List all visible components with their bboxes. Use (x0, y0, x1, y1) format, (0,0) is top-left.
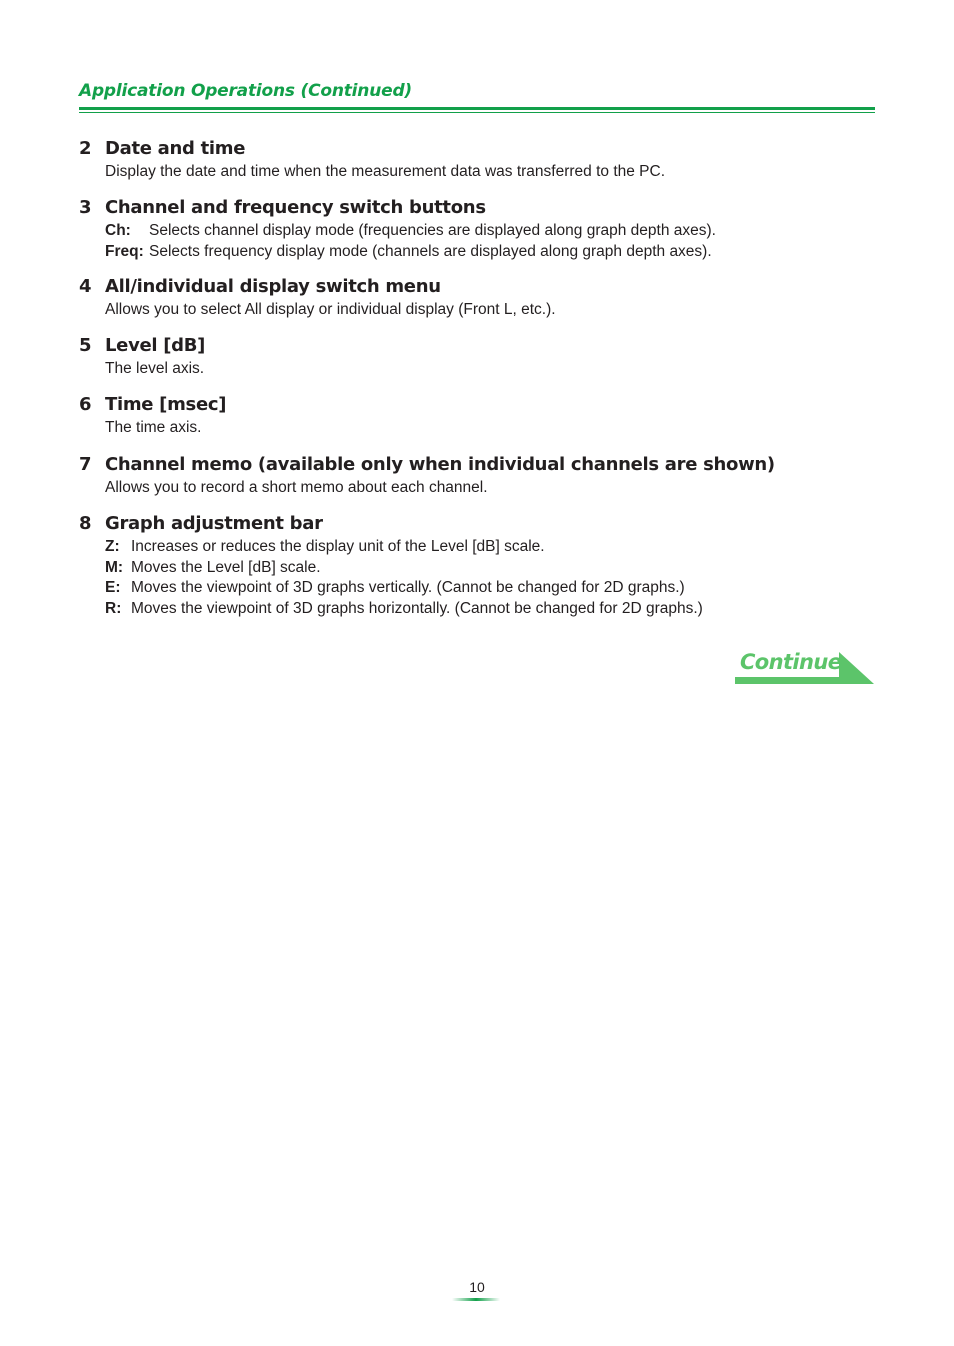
term-row-freq (105, 242, 879, 263)
section-number: 6 (79, 394, 92, 415)
term-label: Z: (105, 538, 120, 555)
section-description: Display the date and time when the measurement data was transferred to the PC. (105, 163, 666, 180)
section-number: 8 (79, 513, 92, 534)
term-text: Increases or reduces the display unit of the Level [dB] scale. (131, 538, 545, 555)
section-description: Allows you to record a short memo about each channel. (105, 479, 488, 496)
header-rule-thin (79, 112, 875, 113)
section-title: Time [msec] (105, 394, 227, 415)
term-text: Selects channel display mode (frequencies are displayed along graph depth axes). (149, 222, 716, 239)
term-label: Freq: (105, 242, 144, 260)
term-text: Moves the viewpoint of 3D graphs horizontally. (Cannot be changed for 2D graphs.) (131, 599, 703, 617)
section-title: Date and time (105, 138, 246, 159)
term-row-r (105, 599, 879, 620)
section-heading (79, 335, 879, 359)
term-label: E: (105, 579, 121, 596)
section-title: Level [dB] (105, 335, 206, 356)
term-label: R: (105, 599, 122, 617)
page-header-title: Application Operations (Continued) (79, 81, 412, 101)
term-text: Moves the viewpoint of 3D graphs vertically. (Cannot be changed for 2D graphs.) (131, 579, 685, 596)
section-description: The time axis. (105, 419, 202, 436)
section-heading (79, 276, 879, 300)
section-heading (79, 394, 879, 418)
section-title: Channel memo (available only when individual channels are shown) (105, 454, 775, 475)
term-text: Moves the Level [dB] scale. (131, 558, 321, 576)
term-row-ch (105, 221, 879, 242)
section-channel-memo (79, 454, 879, 498)
section-title: Channel and frequency switch buttons (105, 197, 486, 218)
section-number: 2 (79, 138, 92, 159)
section-display-switch-menu (79, 276, 879, 320)
header-rule (79, 107, 875, 110)
main-content (79, 138, 879, 619)
section-level (79, 335, 879, 379)
section-heading (79, 138, 879, 162)
section-graph-adjustment-bar (79, 513, 879, 619)
section-number: 4 (79, 276, 92, 297)
section-heading (79, 513, 879, 537)
term-text: Selects frequency display mode (channels are displayed along graph depth axes). (149, 242, 712, 260)
section-number: 5 (79, 335, 92, 356)
section-channel-frequency-buttons (79, 197, 879, 262)
term-row-m (105, 558, 879, 579)
continue-label: Continue (740, 650, 842, 674)
section-description: The level axis. (105, 360, 205, 377)
section-number: 3 (79, 197, 92, 218)
term-label: Ch: (105, 222, 131, 239)
term-row-e (105, 578, 879, 599)
section-number: 7 (79, 454, 92, 475)
section-date-time (79, 138, 879, 182)
page-number: 10 (469, 1279, 485, 1295)
section-time (79, 394, 879, 438)
section-title: All/individual display switch menu (105, 276, 441, 297)
section-heading (79, 197, 879, 221)
section-title: Graph adjustment bar (105, 513, 323, 534)
page-number-underline (452, 1298, 500, 1301)
section-description: Allows you to select All display or individual display (Front L, etc.). (105, 301, 556, 318)
continue-link[interactable] (735, 650, 875, 686)
term-row-z (105, 537, 879, 558)
term-label: M: (105, 558, 124, 576)
section-heading (79, 454, 879, 478)
